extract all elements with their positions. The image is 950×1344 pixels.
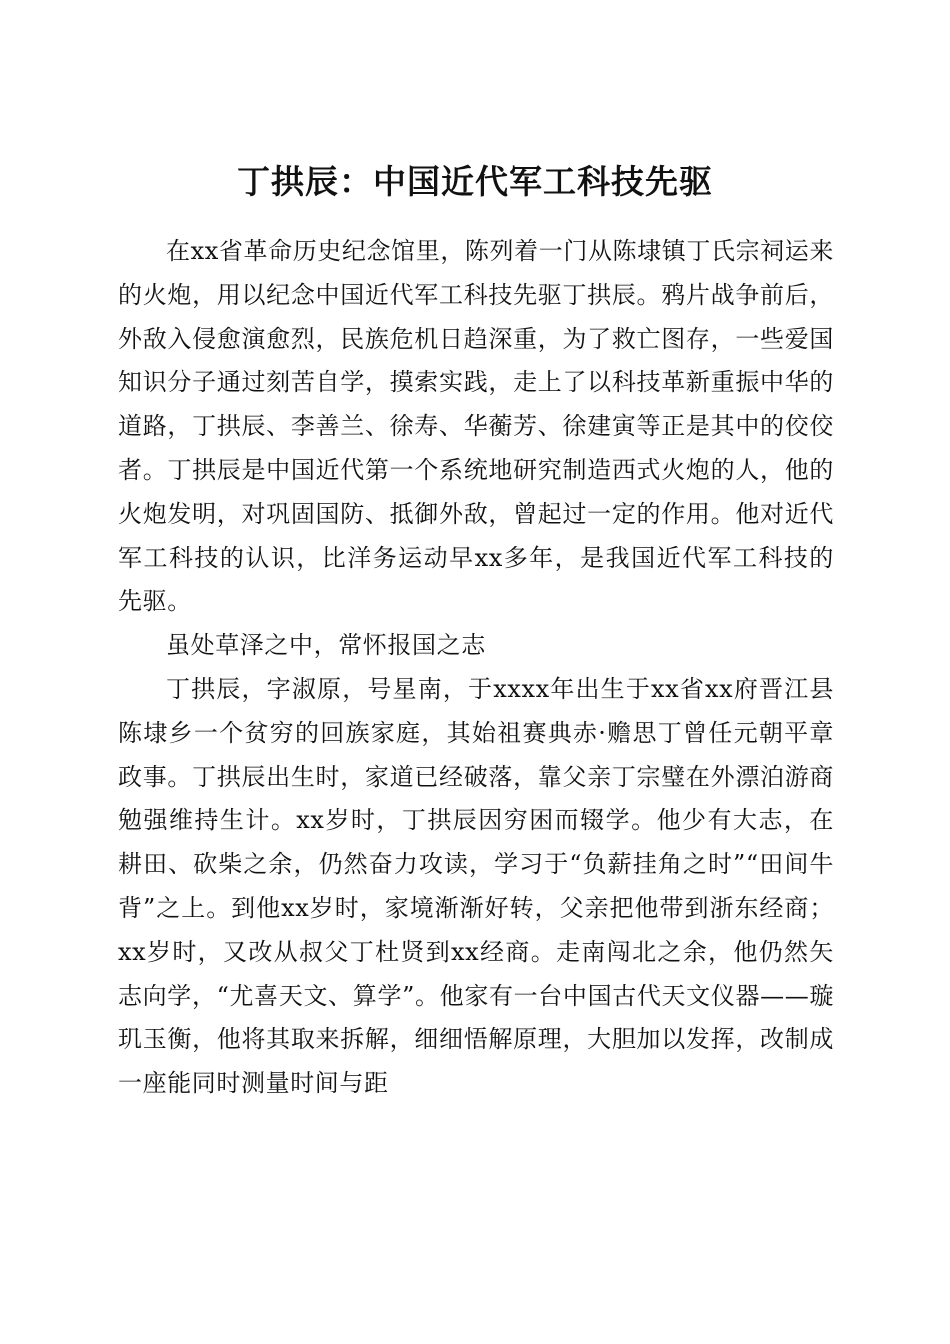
paragraph-intro: 在xx省革命历史纪念馆里，陈列着一门从陈埭镇丁氏宗祠运来的火炮，用以纪念中国近代军工科技先驱丁拱辰。鸦片战争前后，外敌入侵愈演愈烈，民族危机日趋深重，为了救亡图存，一些爱国知识分子通过刻苦自学，摸索实践，走上了以科技革新重振中华的道路，丁拱辰、李善兰、徐寿、华蘅芳、徐建寅等正是其中的佼佼者。丁拱辰是中国近代第一个系统地研究制造西式火炮的人，他的火炮发明，对巩固国防、抵御外敌，曾起过一定的作用。他对近代军工科技的认识，比洋务运动早xx多年，是我国近代军工科技的先驱。 — [118, 237, 834, 616]
paragraph-biography: 丁拱辰，字淑原，号星南，于xxxx年出生于xx省xx府晋江县陈埭乡一个贫穷的回族家庭，其始祖赛典赤·赡思丁曾任元朝平章政事。丁拱辰出生时，家道已经破落，靠父亲丁宗璧在外漂泊游商勉强维持生计。xx岁时，丁拱辰因穷困而辍学。他少有大志，在耕田、砍柴之余，仍然奋力攻读，学习于“负薪挂角之时”“田间牛背”之上。到他xx岁时，家境渐渐好转，父亲把他带到浙东经商；xx岁时，又改从叔父丁杜贤到xx经商。走南闯北之余，他仍然矢志向学，“尤喜天文、算学”。他家有一台中国古代天文仪器——璇玑玉衡，他将其取来拆解，细细悟解原理，大胆加以发挥，改制成一座能同时测量时间与距 — [118, 674, 834, 1098]
document-title: 丁拱辰：中国近代军工科技先驱 — [237, 162, 713, 202]
section-heading: 虽处草泽之中，常怀报国之志 — [166, 631, 486, 660]
document-body — [118, 230, 834, 1106]
